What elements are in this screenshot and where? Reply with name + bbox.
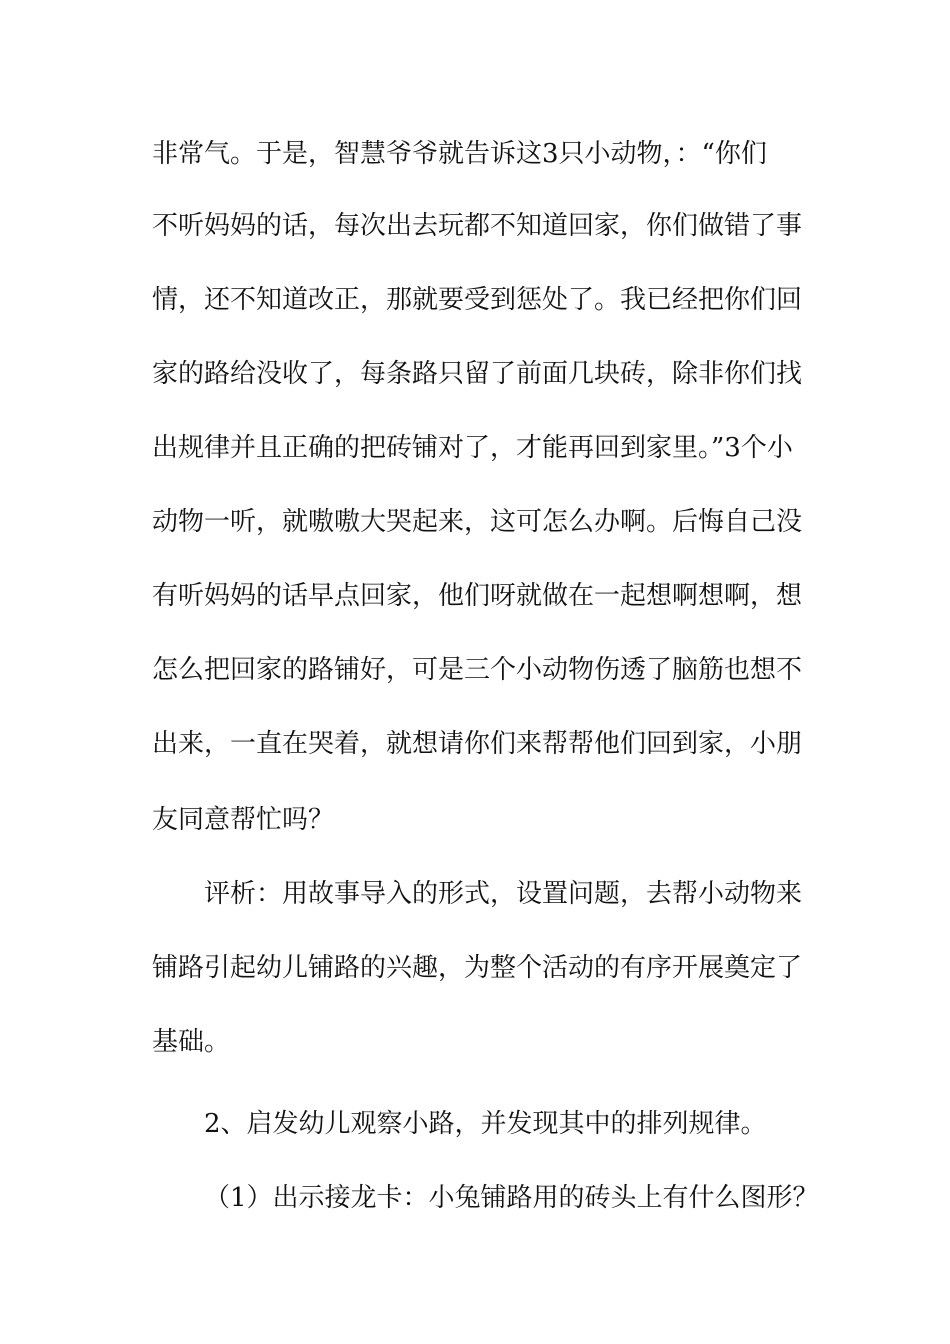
text-line: 评析：用故事导入的形式，设置问题，去帮小动物来: [204, 879, 803, 909]
text-line: 情，还不知道改正，那就要受到惩处了。我已经把你们回: [152, 285, 803, 315]
section-heading: 2、启发幼儿观察小路，并发现其中的排列规律。: [204, 1109, 767, 1139]
text-line: 怎么把回家的路铺好，可是三个小动物伤透了脑筋也想不: [152, 655, 803, 685]
subsection-heading: （1）出示接龙卡：小兔铺路用的砖头上有什么图形？: [204, 1183, 819, 1213]
text-line: 友同意帮忙吗？: [152, 805, 335, 835]
text-line: 不听妈妈的话，每次出去玩都不知道回家，你们做错了事: [152, 211, 803, 241]
text-line: 动物一听，就嗷嗷大哭起来，这可怎么办啊。后悔自己没: [152, 507, 803, 537]
text-line: 出规律并且正确的把砖铺对了，才能再回到家里。”3个小: [152, 433, 793, 463]
text-line: 基础。: [152, 1027, 231, 1057]
text-line: 非常气。于是，智慧爷爷就告诉这3只小动物，：“你们: [152, 139, 767, 169]
text-line: 铺路引起幼儿铺路的兴趣，为整个活动的有序开展奠定了: [152, 953, 803, 983]
text-line: 家的路给没收了，每条路只留了前面几块砖，除非你们找: [152, 359, 803, 389]
text-line: 有听妈妈的话早点回家，他们呀就做在一起想啊想啊，想: [152, 581, 803, 611]
text-line: 出来，一直在哭着，就想请你们来帮帮他们回到家，小朋: [152, 729, 803, 759]
